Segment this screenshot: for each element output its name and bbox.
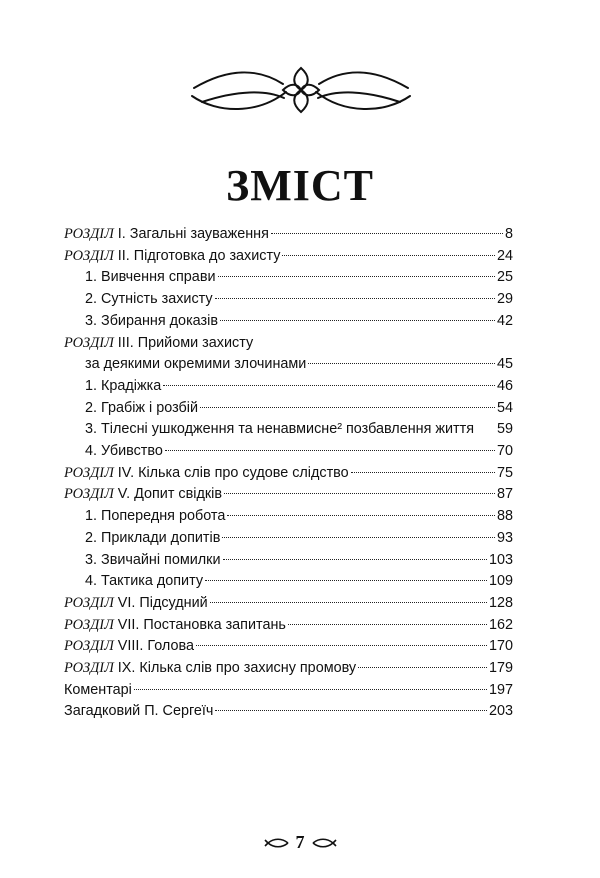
chapter-title: VI. Підсудний	[113, 594, 208, 611]
chapter-word: РОЗДІЛ	[64, 226, 114, 242]
toc-entry	[64, 593, 513, 615]
toc-entry	[64, 571, 513, 593]
chapter-title: І. Загальні зауваження	[113, 226, 269, 242]
chapter-word: РОЗДІЛ	[64, 486, 114, 503]
toc-entry	[64, 267, 513, 289]
toc-entry	[64, 701, 513, 723]
toc-entry-title	[64, 636, 194, 658]
toc-page-number: 197	[488, 681, 513, 698]
toc-entry	[64, 376, 513, 398]
chapter-title: IV. Кілька слів про судове слідство	[113, 464, 349, 481]
toc-entry-title: 1. Крадіжка	[85, 377, 162, 394]
dot-leader	[163, 385, 495, 386]
toc-entry	[64, 289, 513, 311]
dot-leader	[224, 493, 495, 494]
dot-leader	[210, 602, 487, 603]
toc-entry	[64, 398, 513, 420]
dot-leader	[200, 407, 495, 408]
toc-entry	[64, 224, 513, 246]
toc-entry-title	[64, 615, 286, 637]
toc-entry-title: 2. Грабіж і розбій	[85, 399, 199, 416]
dot-leader	[205, 580, 487, 581]
toc-entry-title: 3. Звичайні помилки	[85, 551, 221, 568]
toc-page-number: 162	[488, 616, 513, 633]
page-number: 7	[295, 832, 305, 852]
toc-entry	[64, 354, 513, 376]
toc-entry	[64, 636, 513, 658]
dot-leader	[134, 689, 487, 690]
dot-leader	[165, 450, 495, 451]
toc-entry-title: 4. Тактика допиту	[85, 573, 204, 590]
toc-entry-title: 3. Збирання доказів	[85, 312, 218, 329]
dot-leader	[351, 472, 495, 473]
toc-page-number: 170	[488, 638, 513, 655]
toc-entry-title: Коментарі	[64, 681, 132, 698]
toc-page-number: 8	[504, 226, 513, 242]
toc-entry	[64, 333, 513, 355]
right-ornament-icon	[311, 837, 337, 849]
toc-entry	[64, 528, 513, 550]
toc-entry-title: 3. Тілесні ушкодження та ненавмисне² позбавлення життя	[85, 421, 475, 438]
page-footer	[0, 832, 600, 853]
toc-entry	[64, 484, 513, 506]
chapter-title: VIII. Голова	[113, 638, 194, 655]
toc-page-number: 103	[488, 551, 513, 568]
toc-page-number: 59	[496, 421, 513, 438]
toc-entry	[64, 680, 513, 702]
toc-page-number: 54	[496, 399, 513, 416]
toc-page-number: 75	[496, 464, 513, 481]
chapter-word: РОЗДІЛ	[64, 660, 114, 677]
toc-entry-title: 1. Попередня робота	[85, 508, 226, 525]
left-ornament-icon	[264, 837, 290, 849]
title-ornament	[188, 62, 414, 118]
dot-leader	[196, 645, 487, 646]
toc-entry-title	[64, 246, 280, 268]
chapter-title: VII. Постановка запитань	[113, 616, 286, 633]
toc-page-number: 29	[496, 291, 513, 308]
toc-entry	[64, 463, 513, 485]
toc-page-number: 109	[488, 573, 513, 590]
chapter-title: IX. Кілька слів про захисну промову	[113, 660, 357, 677]
toc-page-number: 45	[496, 356, 513, 373]
toc-page-number: 24	[496, 247, 513, 264]
toc-entry-title	[64, 463, 349, 485]
dot-leader	[282, 255, 495, 256]
dot-leader	[358, 667, 487, 668]
dot-leader	[215, 710, 487, 711]
toc-entry-title	[64, 484, 222, 506]
toc-entry	[64, 419, 513, 441]
toc-entry-title: 1. Вивчення справи	[85, 269, 216, 286]
chapter-word: РОЗДІЛ	[64, 334, 114, 351]
dot-leader	[222, 537, 495, 538]
chapter-word: РОЗДІЛ	[64, 616, 114, 633]
toc-page-number: 25	[496, 269, 513, 286]
toc-page-number: 203	[488, 703, 513, 720]
toc-page-number: 179	[488, 660, 513, 677]
toc-page-number: 42	[496, 312, 513, 329]
table-of-contents	[64, 224, 513, 723]
dot-leader	[227, 515, 495, 516]
chapter-word: РОЗДІЛ	[64, 464, 114, 481]
toc-entry	[64, 550, 513, 572]
chapter-word: РОЗДІЛ	[64, 638, 114, 655]
toc-entry	[64, 441, 513, 463]
toc-entry-title: Загадковий П. Сергеїч	[64, 703, 214, 720]
toc-page-number: 88	[496, 508, 513, 525]
toc-entry	[64, 311, 513, 333]
toc-page-number: 70	[496, 443, 513, 460]
toc-page-number: 87	[496, 486, 513, 503]
dot-leader	[223, 559, 487, 560]
dot-leader	[220, 320, 495, 321]
chapter-word: РОЗДІЛ	[64, 247, 114, 264]
dot-leader	[288, 624, 487, 625]
toc-entry	[64, 658, 513, 680]
toc-entry	[64, 506, 513, 528]
toc-entry	[64, 615, 513, 637]
toc-page-number: 93	[496, 529, 513, 546]
dot-leader	[308, 363, 495, 364]
chapter-title: V. Допит свідків	[113, 486, 222, 503]
page-title: ЗМІСТ	[226, 161, 374, 210]
toc-entry-title: 4. Убивство	[85, 443, 163, 460]
toc-entry-title	[64, 593, 208, 615]
dot-leader	[215, 298, 495, 299]
toc-page-number: 46	[496, 377, 513, 394]
chapter-word: РОЗДІЛ	[64, 594, 114, 611]
toc-entry-title	[64, 224, 269, 246]
toc-entry-title	[64, 658, 356, 680]
toc-entry-title: 2. Приклади допитів	[85, 529, 221, 546]
dot-leader	[218, 276, 495, 277]
toc-entry-title: 2. Сутність захисту	[85, 291, 213, 308]
toc-page-number: 128	[488, 594, 513, 611]
toc-entry-title: за деякими окремими злочинами	[85, 356, 307, 373]
chapter-title: ІІ. Підготовка до захисту	[113, 247, 281, 264]
toc-entry	[64, 246, 513, 268]
toc-entry-title	[64, 333, 253, 355]
chapter-title: ІІІ. Прийоми захисту	[113, 334, 254, 351]
dot-leader	[271, 233, 503, 234]
